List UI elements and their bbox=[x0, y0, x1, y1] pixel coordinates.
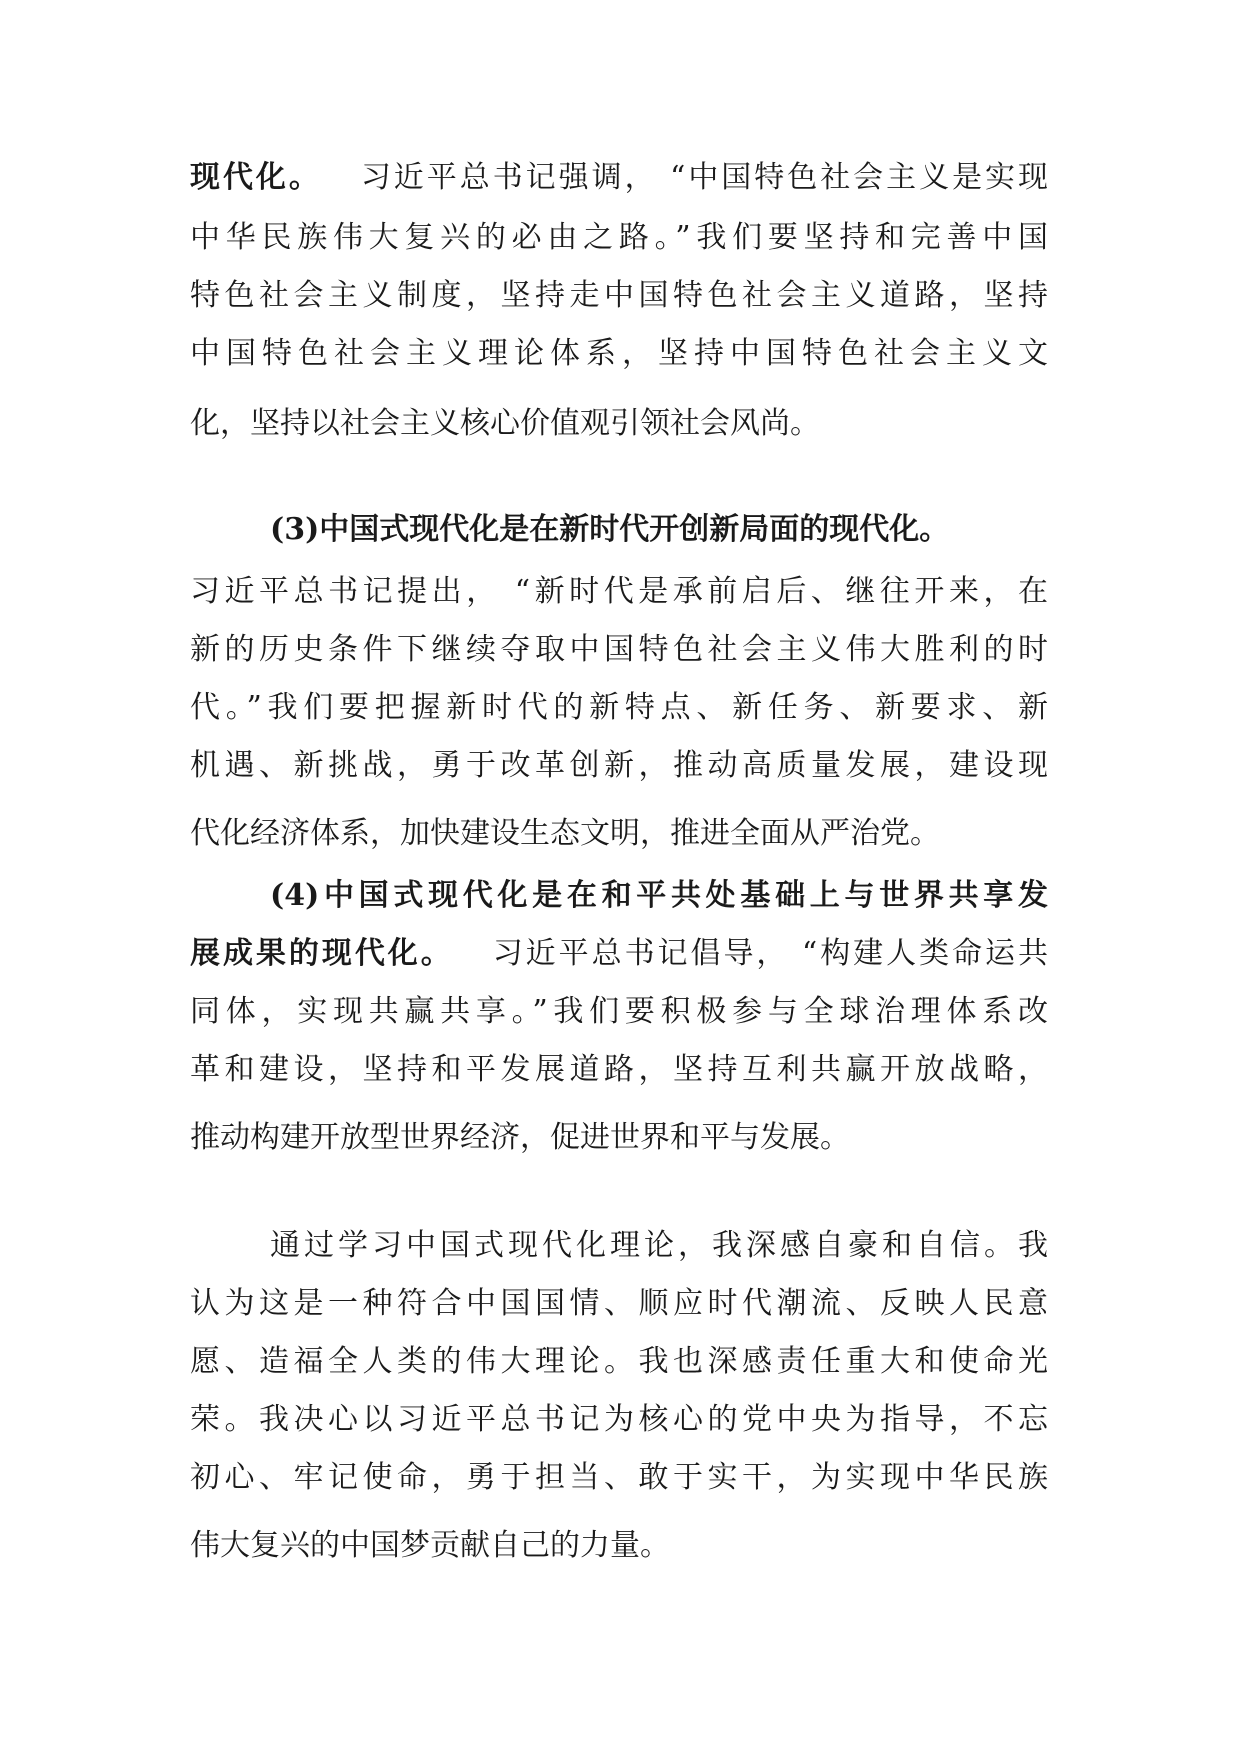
paragraph-3-line-2-text: 习近平总书记倡导， “构建人类命运共 bbox=[489, 936, 1049, 971]
paragraph-2-line-5: 代化经济体系，加快建设生态文明，推进全面从严治党。 bbox=[190, 816, 940, 851]
paragraph-2-line-3: 代。”我们要把握新时代的新特点、新任务、新要求、新 bbox=[190, 690, 1048, 725]
paragraph-4-line-6: 伟大复兴的中国梦贡献自己的力量。 bbox=[190, 1528, 670, 1563]
section-3-heading: (3)中国式现代化是在新时代开创新局面的现代化。 bbox=[270, 512, 950, 547]
paragraph-1-lead: 现代化。 bbox=[190, 160, 322, 195]
paragraph-2-line-4: 机遇、新挑战，勇于改革创新，推动高质量发展，建设现 bbox=[190, 748, 1048, 783]
paragraph-3-line-2 bbox=[190, 934, 1048, 974]
section-4-heading-cont: 展成果的现代化。 bbox=[190, 936, 454, 971]
paragraph-3-line-5: 推动构建开放型世界经济，促进世界和平与发展。 bbox=[190, 1120, 850, 1155]
section-4-heading: (4)中国式现代化是在和平共处基础上与世界共享发 bbox=[270, 878, 1048, 913]
paragraph-3-line-4: 革和建设，坚持和平发展道路，坚持互利共赢开放战略， bbox=[190, 1052, 1048, 1087]
paragraph-4-line-1: 通过学习中国式现代化理论，我深感自豪和自信。我 bbox=[270, 1228, 1048, 1263]
paragraph-1-line-1-text: 习近平总书记强调， “中国特色社会主义是实现 bbox=[357, 160, 1049, 195]
paragraph-4-line-5: 初心、牢记使命，勇于担当、敢于实干，为实现中华民族 bbox=[190, 1460, 1048, 1495]
paragraph-2-line-1: 习近平总书记提出， “新时代是承前启后、继往开来，在 bbox=[190, 574, 1048, 609]
paragraph-2-line-2: 新的历史条件下继续夺取中国特色社会主义伟大胜利的时 bbox=[190, 632, 1048, 667]
paragraph-3-line-3: 同体，实现共赢共享。”我们要积极参与全球治理体系改 bbox=[190, 994, 1048, 1029]
paragraph-1-line-1 bbox=[190, 158, 1048, 198]
paragraph-4-line-3: 愿、造福全人类的伟大理论。我也深感责任重大和使命光 bbox=[190, 1344, 1048, 1379]
paragraph-1-line-5: 化，坚持以社会主义核心价值观引领社会风尚。 bbox=[190, 406, 820, 441]
paragraph-1-line-2: 中华民族伟大复兴的必由之路。”我们要坚持和完善中国 bbox=[190, 220, 1048, 255]
paragraph-1-line-4: 中国特色社会主义理论体系，坚持中国特色社会主义文 bbox=[190, 336, 1048, 371]
paragraph-4-line-2: 认为这是一种符合中国国情、顺应时代潮流、反映人民意 bbox=[190, 1286, 1048, 1321]
paragraph-1-line-3: 特色社会主义制度，坚持走中国特色社会主义道路，坚持 bbox=[190, 278, 1048, 313]
paragraph-4-line-4: 荣。我决心以习近平总书记为核心的党中央为指导，不忘 bbox=[190, 1402, 1048, 1437]
